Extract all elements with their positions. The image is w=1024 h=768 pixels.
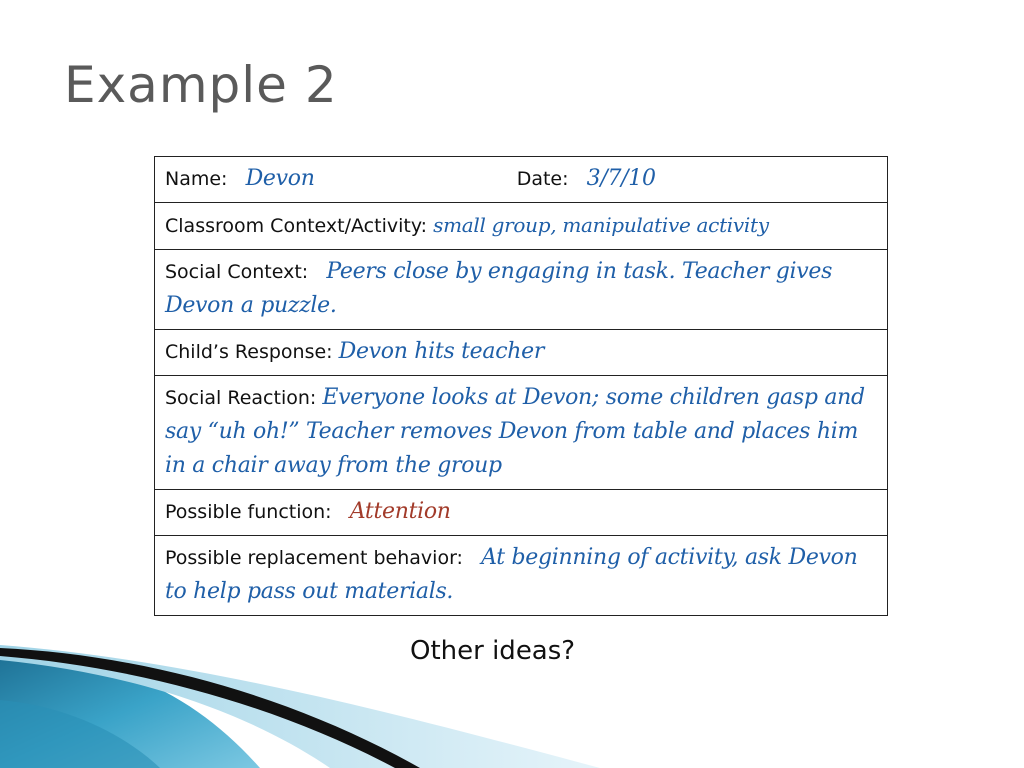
replacement-behavior-label: Possible replacement behavior: xyxy=(165,547,463,569)
date-label: Date: xyxy=(516,168,569,190)
possible-function-value: Attention xyxy=(349,499,451,524)
social-reaction-label: Social Reaction: xyxy=(165,387,317,409)
name-label: Name: xyxy=(165,168,228,190)
classroom-context-label: Classroom Context/Activity: xyxy=(165,215,428,237)
classroom-context-value: small group, manipulative activity xyxy=(433,213,769,237)
slide-title: Example 2 xyxy=(64,56,338,114)
date-value: 3/7/10 xyxy=(586,166,656,191)
replacement-behavior-value: At beginning of activity, ask Devon to help pass out materials. xyxy=(165,545,858,604)
possible-function-label: Possible function: xyxy=(165,501,332,523)
childs-response-value: Devon hits teacher xyxy=(338,339,545,364)
social-context-value: Peers close by engaging in task. Teacher gives Devon a puzzle. xyxy=(165,259,833,318)
name-value: Devon xyxy=(245,166,315,191)
other-ideas-text: Other ideas? xyxy=(410,636,576,666)
social-reaction-value: Everyone looks at Devon; some children gasp and say “uh oh!” Teacher removes Devon from table and places him in a chair away from the group xyxy=(165,385,865,478)
childs-response-label: Child’s Response: xyxy=(165,341,333,363)
social-context-label: Social Context: xyxy=(165,261,309,283)
